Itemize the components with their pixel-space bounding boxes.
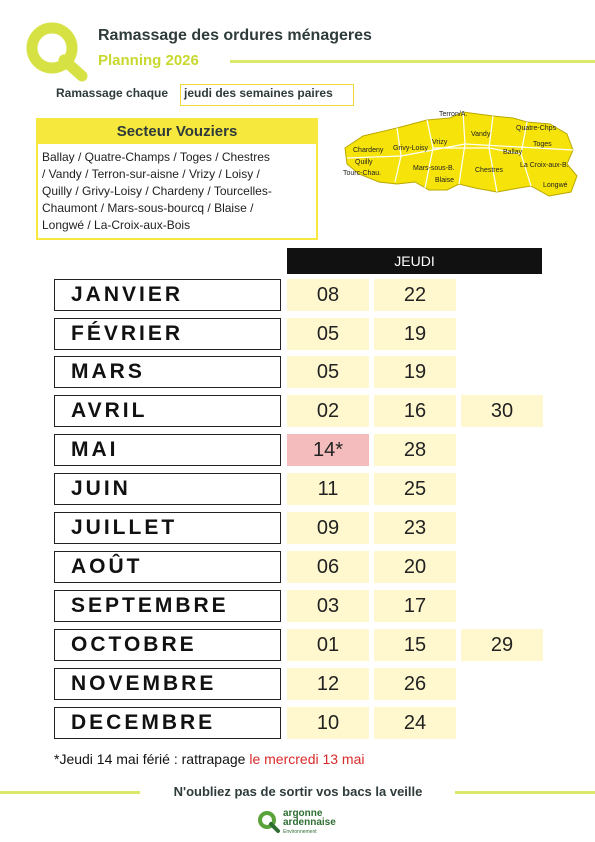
- day-cell: 20: [374, 551, 456, 583]
- map-label: Chestres: [475, 167, 504, 174]
- month-cell: MAI: [54, 434, 281, 466]
- map-label: Toges: [533, 141, 552, 148]
- day-cell: 19: [374, 318, 456, 350]
- day-cell: 05: [287, 356, 369, 388]
- q-logo: [20, 20, 92, 82]
- map-label: Grivy-Loisy: [393, 145, 429, 152]
- brand-logo-icon: [257, 810, 281, 834]
- month-cell: SEPTEMBRE: [54, 590, 281, 622]
- month-cell: JUIN: [54, 473, 281, 505]
- sector-line: / Vandy / Terron-sur-aisne / Vrizy / Loisy /: [42, 167, 260, 181]
- map-label: Terron/A.: [439, 111, 468, 118]
- map-label: Quatre-Chps: [516, 125, 557, 132]
- day-cell: 30: [461, 395, 543, 427]
- month-cell: DECEMBRE: [54, 707, 281, 739]
- day-cell: 24: [374, 707, 456, 739]
- day-cell: 10: [287, 707, 369, 739]
- map-label: Mars-sous-B.: [413, 165, 455, 172]
- day-cell: 26: [374, 668, 456, 700]
- sector-line: Longwé / La-Croix-aux-Bois: [42, 218, 191, 232]
- sector-communes: [38, 144, 316, 234]
- month-cell: MARS: [54, 356, 281, 388]
- day-cell: 16: [374, 395, 456, 427]
- intro-text: Ramassage chaque: [56, 86, 169, 100]
- day-cell: 06: [287, 551, 369, 583]
- page-title: Ramassage des ordures ménageres: [98, 27, 372, 44]
- reminder-divider-left: [0, 791, 140, 794]
- brand-name: [283, 809, 336, 827]
- map-label: Chardeny: [353, 147, 384, 154]
- holiday-footnote: [54, 751, 365, 767]
- brand-tagline: Environnement: [283, 829, 317, 835]
- month-cell: AVRIL: [54, 395, 281, 427]
- sector-map: [335, 108, 585, 198]
- holiday-day-cell: 14*: [287, 434, 369, 466]
- month-cell: AOÛT: [54, 551, 281, 583]
- map-label: La Croix-aux-B.: [520, 162, 569, 169]
- sector-title: Secteur Vouziers: [38, 120, 316, 144]
- day-cell: 05: [287, 318, 369, 350]
- reminder-divider-right: [455, 791, 595, 794]
- map-label: Ballay: [503, 149, 523, 156]
- day-cell: 19: [374, 356, 456, 388]
- map-label: Vrizy: [432, 139, 448, 146]
- day-cell: 03: [287, 590, 369, 622]
- day-cell: 12: [287, 668, 369, 700]
- map-label: Vandy: [471, 131, 491, 138]
- day-cell: 15: [374, 629, 456, 661]
- footnote-highlight: le mercredi 13 mai: [249, 751, 365, 767]
- intro-highlight: jeudi des semaines paires: [184, 86, 333, 100]
- day-cell: 02: [287, 395, 369, 427]
- footnote-text: *Jeudi 14 mai férié : rattrapage: [54, 751, 250, 767]
- month-cell: JUILLET: [54, 512, 281, 544]
- page-subtitle: Planning 2026: [98, 52, 199, 69]
- month-cell: JANVIER: [54, 279, 281, 311]
- day-cell: 09: [287, 512, 369, 544]
- map-label: Blaise: [435, 177, 455, 184]
- map-label: Tourc-Chau.: [343, 170, 382, 177]
- sector-line: Ballay / Quatre-Champs / Toges / Chestres: [42, 150, 270, 164]
- month-cell: OCTOBRE: [54, 629, 281, 661]
- brand-name-line: argonne: [283, 808, 323, 819]
- sector-line: Quilly / Grivy-Loisy / Chardeny / Tourcelles-: [42, 184, 272, 198]
- day-cell: 28: [374, 434, 456, 466]
- day-cell: 22: [374, 279, 456, 311]
- title-divider: [230, 60, 595, 63]
- day-cell: 08: [287, 279, 369, 311]
- day-cell: 01: [287, 629, 369, 661]
- map-label: Quilly: [355, 159, 373, 166]
- day-cell: 17: [374, 590, 456, 622]
- day-cell: 11: [287, 473, 369, 505]
- day-cell: 25: [374, 473, 456, 505]
- sector-box: [36, 118, 318, 240]
- month-cell: FÉVRIER: [54, 318, 281, 350]
- sector-line: Chaumont / Mars-sous-bourcq / Blaise /: [42, 201, 254, 215]
- month-cell: NOVEMBRE: [54, 668, 281, 700]
- map-label: Longwé: [543, 182, 568, 189]
- reminder-text: N'oubliez pas de sortir vos bacs la veille: [173, 784, 423, 799]
- brand-name-line: ardennaise: [283, 817, 336, 828]
- day-cell: 23: [374, 512, 456, 544]
- day-cell: 29: [461, 629, 543, 661]
- jeudi-column-header: JEUDI: [287, 248, 542, 274]
